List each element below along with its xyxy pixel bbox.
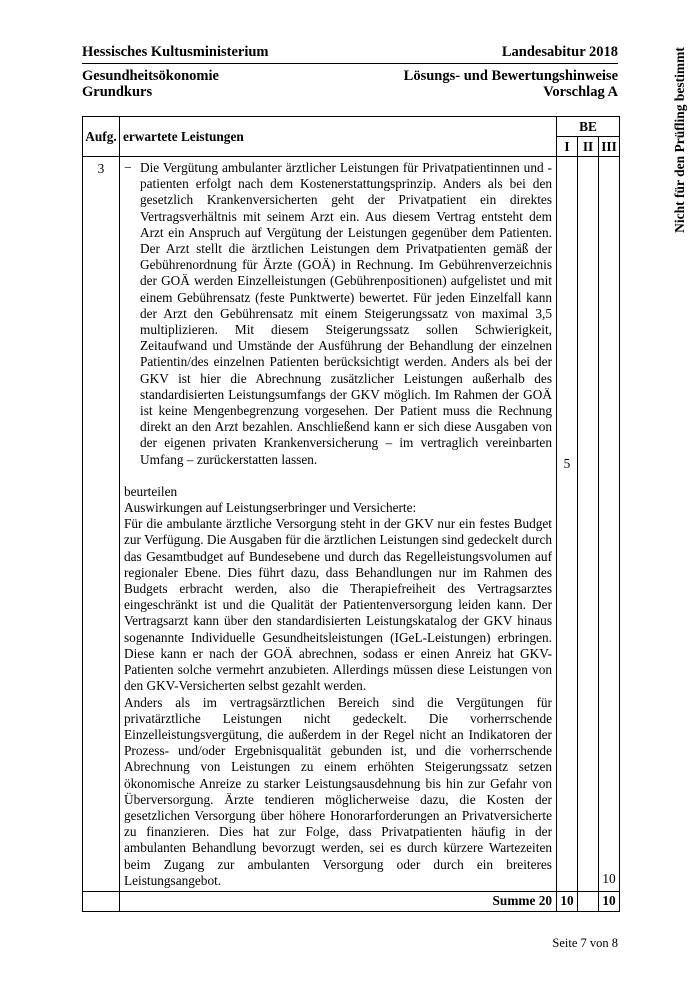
sum-label: Summe 20 <box>120 891 557 911</box>
sum-level-3: 10 <box>599 891 620 911</box>
points-level-1: 5 <box>563 456 571 471</box>
sum-empty-cell <box>83 891 120 911</box>
task-number: 3 <box>83 157 120 892</box>
proposal-label: Vorschlag A <box>543 84 618 100</box>
col-leistungen-header: erwartete Leistungen <box>120 117 557 157</box>
exam-title: Landesabitur 2018 <box>501 44 618 60</box>
operator-label: beurteilen <box>124 483 178 499</box>
answer-paragraph-1: Die Vergütung ambulanter ärztlicher Leistungen für Privatpatientinnen und -patienten erfolgt nach dem Kostenerstattungsprinzip. Anders als bei den gesetzlich Krankenversicherten geht der Privatpatient ein direktes Vertragsverhältnis mit seinem Arzt ein. Aus diesem Vertrag entsteht dem Arzt ein Anspruch auf Vergütung der Leistungen gegenüber dem Patienten. Der Arzt stellt die ärztlichen Leistungen dem Privatpatienten gemäß der Gebührenordnung für Ärzte (GOÄ) in Rechnung. Im Gebührenverzeichnis der GOÄ werden Einzelleistungen (Gebührenpositionen) aufgelistet und mit einem Gebührensatz (feste Punktwerte) bewertet. Für jeden Einzelfall kann der Arzt den Gebührensatz mit einem Steigerungssatz von maximal 3,5 multiplizieren. Mit diesem Steigerungssatz sollen Schwierigkeit, Zeitaufwand und Umstände der Ausführung der Behandlung der einzelnen Patientin/des einzelnen Patienten berücksichtigt werden. Anders als bei der GKV ist hier die Abrechnung zusätzlicher Leistungen außerhalb des standardisierten Leistungsumfangs der GKV möglich. Im Rahmen der GOÄ ist keine Mengenbegrenzung vorgesehen. Der Patient muss die Rechnung direkt an den Arzt bezahlen. Anschließend kann er sich diese Ausgaben von der eigenen privaten Krankenversicherung – im vertraglich vereinbarten Umfang – zurückerstatten lassen. <box>140 160 552 467</box>
be-cell-2 <box>578 157 599 892</box>
points-level-3: 10 <box>602 870 616 886</box>
be-cell-3 <box>599 157 620 892</box>
doc-type: Lösungs- und Bewertungshinweise <box>403 68 618 84</box>
side-note: Nicht für den Prüfling bestimmt <box>672 47 687 233</box>
sum-level-1: 10 <box>557 891 578 911</box>
be-level-2: II <box>578 137 599 157</box>
sum-level-2 <box>578 891 599 911</box>
answer-paragraph-2: Für die ambulante ärztliche Versorgung steht in der GKV nur ein festes Budget zur Verfügung. Die Ausgaben für die ärztlichen Leistungen sind gedeckelt durch das Gesamtbudget auf Bundesebene und durch das Regelleistungsvolumen auf regionaler Ebene. Dies führt dazu, dass Behandlungen nur im Rahmen des Budgets erbracht werden, also die Therapiefreiheit des Vertragsarztes eingeschränkt ist und die Qualität der Patientenversorgung leiden kann. Der Vertragsarzt kann über den standardisierten Leistungskatalog der GKV hinaus sogenannte Individuelle Gesundheitsleistungen (IGeL-Leistungen) erbringen. Diese kann er nach der GOÄ abrechnen, sodass er einen Anreiz hat GKV-Patienten solche vermehrt anzubieten. Allerdings müssen diese Leistungen von den GKV-Versicherten selbst gezahlt werden. <box>124 516 552 694</box>
answer-subheading: Auswirkungen auf Leistungserbringer und Versicherte: <box>124 500 417 516</box>
expected-answer <box>120 157 557 892</box>
solution-table <box>82 116 620 912</box>
be-cell-1 <box>557 157 578 892</box>
answer-bullet <box>124 160 552 468</box>
ministry-name: Hessisches Kultusministerium <box>82 44 269 60</box>
subject-name: Gesundheitsökonomie <box>82 68 219 84</box>
header-rule <box>82 63 618 64</box>
col-be-header: BE <box>557 117 620 137</box>
be-level-3: III <box>599 137 620 157</box>
bullet-dash: − <box>124 160 132 175</box>
answer-paragraph-3: Anders als im vertragsärztlichen Bereich sind die Vergütungen für privatärztliche Leistungen nicht gedeckelt. Die vorherrschende Einzelleistungsvergütung, die außerdem in der Regel nicht an Indikatoren der Prozess- und/oder Ergebnisqualität gebunden ist, und die vorherrschende Abrechnung von Leistungen zu einem erhöhten Steigerungssatz setzen ökonomische Anreize zu starker Leistungsausdehnung bis hin zur Gefahr von Überversorgung. Ärzte tendieren möglicherweise dazu, die Kosten der gesetzlichen Versorgung über höhere Honorarforderungen an Privatversicherte zu finanzieren. Dies hat zur Folge, dass Privatpatienten häufig in der ambulanten Behandlung bevorzugt werden, sei es durch kürzere Wartezeiten beim Zugang zur ambulanten Versorgung oder durch ein breiteres Leistungsangebot. <box>124 694 552 888</box>
col-aufg-header: Aufg. <box>83 117 120 157</box>
be-level-1: I <box>557 137 578 157</box>
page-number: Seite 7 von 8 <box>552 936 618 950</box>
course-name: Grundkurs <box>82 84 153 100</box>
